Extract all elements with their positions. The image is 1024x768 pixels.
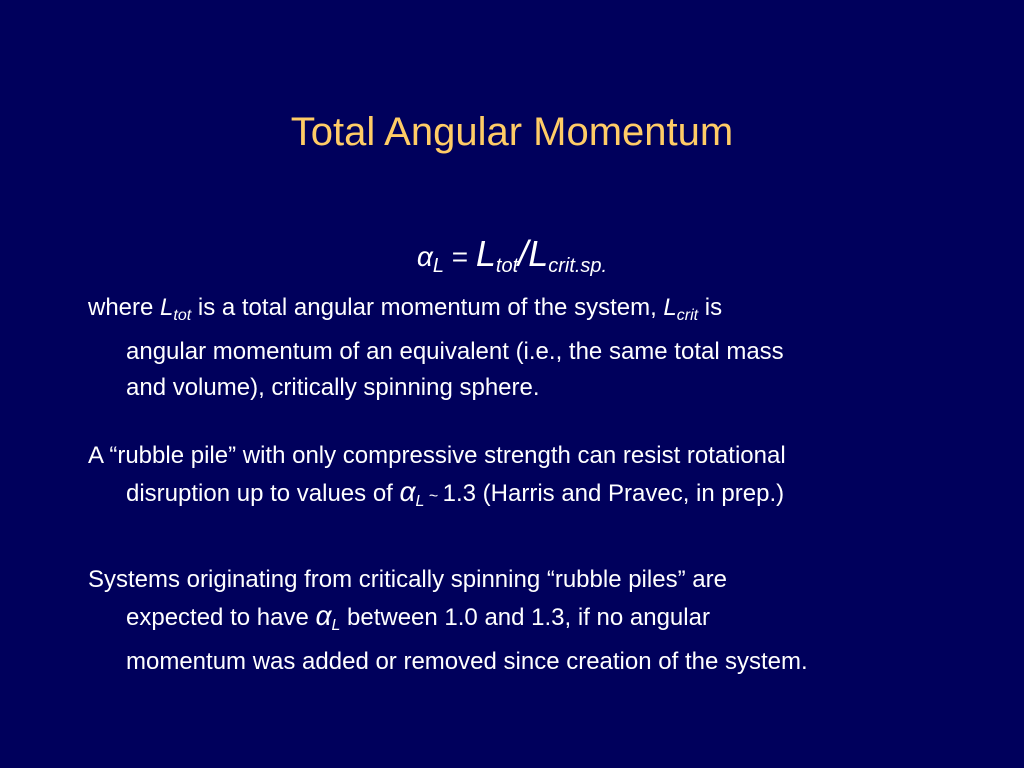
paragraph-definition-line-1 <box>88 290 948 334</box>
text-alpha: α <box>315 600 332 631</box>
paragraph-systems-line-1: Systems originating from critically spinning “rubble piles” are <box>88 566 727 593</box>
paragraph-definition-line-3: and volume), critically spinning sphere. <box>126 374 540 401</box>
text-alpha-sub: L <box>415 493 425 510</box>
formula-l-tot-sub: tot <box>495 255 519 277</box>
formula-slash: / <box>518 233 529 274</box>
text-disruption: disruption up to values of <box>126 480 400 507</box>
text-tilde: ~ <box>424 488 443 505</box>
text-alpha: α <box>399 476 416 507</box>
text-l-crit-sub: crit <box>676 307 699 324</box>
paragraph-systems <box>88 562 948 680</box>
text-is: is <box>698 294 723 321</box>
text-alpha-sub: L <box>331 617 341 634</box>
text-value-citation: 1.3 (Harris and Pravec, in prep.) <box>442 480 785 507</box>
text-between: between 1.0 and 1.3, if no angular <box>340 604 710 631</box>
formula-l-crit: L <box>528 233 549 274</box>
formula-l-tot: L <box>475 233 496 274</box>
formula <box>0 234 1024 286</box>
formula-equals: = <box>443 241 476 272</box>
formula-l-crit-sub: crit.sp. <box>548 255 608 277</box>
paragraph-definition <box>88 290 948 406</box>
slide-title: Total Angular Momentum <box>290 110 734 154</box>
text-l-crit: L <box>663 294 677 321</box>
text-definition-mid: is a total angular momentum of the system, <box>191 294 664 321</box>
formula-alpha-sub: L <box>432 255 444 277</box>
paragraph-rubble-pile-line-1: A “rubble pile” with only compressive strength can resist rotational <box>88 442 786 469</box>
paragraph-systems-line-3: momentum was added or removed since creation of the system. <box>126 648 808 675</box>
text-l-tot-sub: tot <box>173 307 192 324</box>
paragraph-definition-line-2: angular momentum of an equivalent (i.e., the same total mass <box>126 338 784 365</box>
text-expected: expected to have <box>126 604 316 631</box>
paragraph-rubble-pile-line-2 <box>88 474 948 520</box>
text-l: L <box>160 294 174 321</box>
paragraph-rubble-pile <box>88 438 948 520</box>
text-where: where <box>88 294 161 321</box>
formula-alpha: α <box>416 241 433 272</box>
paragraph-systems-line-2 <box>88 598 948 644</box>
